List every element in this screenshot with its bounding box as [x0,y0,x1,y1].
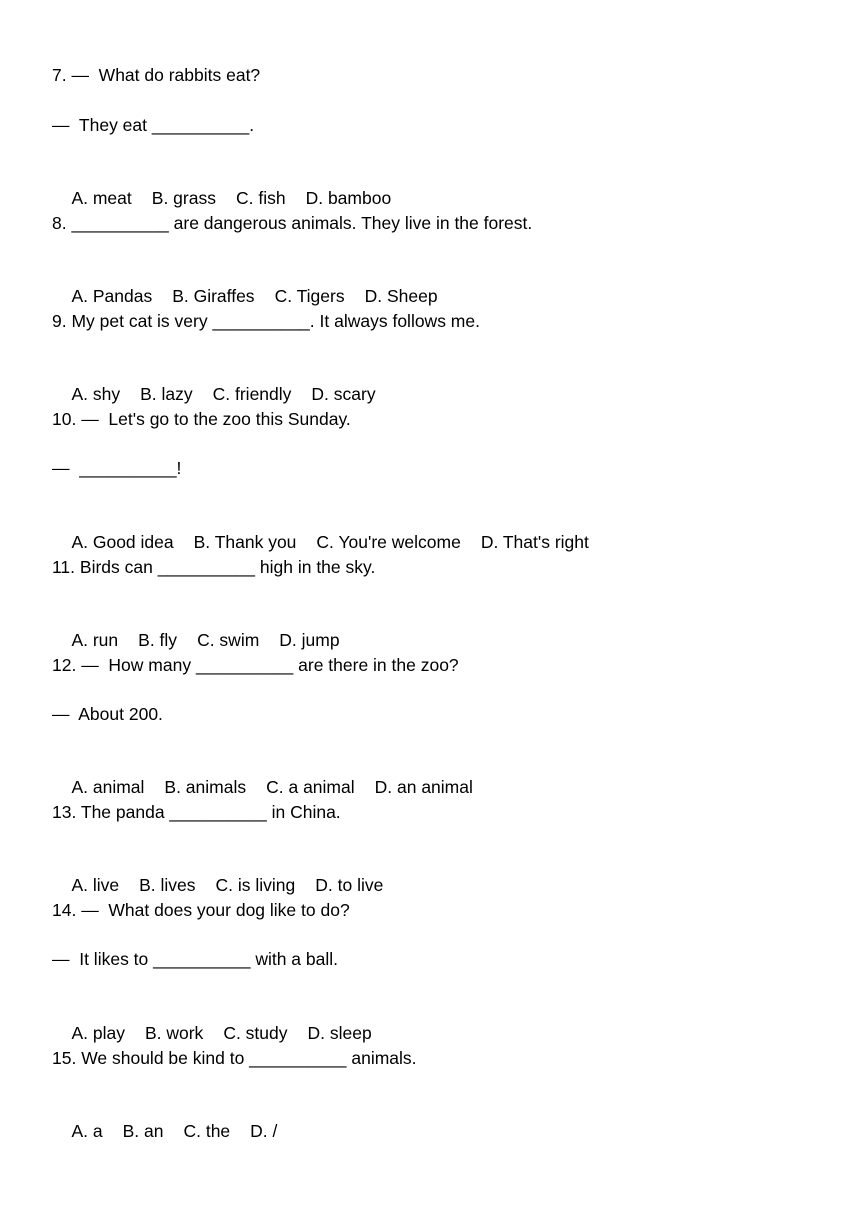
option-c: C. a animal [266,777,355,797]
option-d: D. to live [315,875,384,895]
option-c: C. Tigers [274,286,345,306]
option-a: A. Good idea [71,532,174,552]
option-b: B. work [144,1023,204,1043]
question-10-prompt: 10. — Let's go to the zoo this Sunday. [52,409,351,429]
option-d: D. That's right [480,532,589,552]
option-c: C. study [223,1023,288,1043]
option-a: A. animal [71,777,145,797]
option-a: A. run [71,630,119,650]
question-7-response: — They eat __________. [52,115,255,135]
option-d: D. bamboo [305,188,392,208]
question-15-options [52,1095,277,1167]
question-10-response: — __________! [52,458,182,478]
option-c: C. friendly [212,384,292,404]
question-12-prompt: 12. — How many __________ are there in the zoo? [52,655,459,675]
option-d: D. jump [279,630,340,650]
question-9-prompt: 9. My pet cat is very __________. It always follows me. [52,311,480,331]
option-a: A. a [71,1121,103,1141]
question-14-prompt: 14. — What does your dog like to do? [52,900,350,920]
option-d: D. Sheep [364,286,438,306]
question-14-response: — It likes to __________ with a ball. [52,949,339,969]
option-c: C. is living [215,875,296,895]
option-b: B. fly [138,630,178,650]
option-b: B. Thank you [193,532,297,552]
question-13-prompt: 13. The panda __________ in China. [52,802,341,822]
question-8-prompt: 8. __________ are dangerous animals. They live in the forest. [52,213,533,233]
option-b: B. Giraffes [172,286,255,306]
option-c: C. the [183,1121,231,1141]
option-c: C. You're welcome [316,532,461,552]
option-b: B. lazy [140,384,193,404]
option-b: B. grass [151,188,216,208]
question-12-response: — About 200. [52,704,163,724]
option-a: A. shy [71,384,121,404]
option-b: B. lives [139,875,196,895]
option-a: A. live [71,875,120,895]
question-7-prompt: 7. — What do rabbits eat? [52,65,261,85]
option-a: A. meat [71,188,132,208]
option-c: C. fish [235,188,286,208]
option-d: D. scary [311,384,376,404]
option-d: D. / [250,1121,278,1141]
option-c: C. swim [197,630,260,650]
option-b: B. an [122,1121,164,1141]
question-15-prompt: 15. We should be kind to __________ animals. [52,1048,417,1068]
option-d: D. sleep [307,1023,372,1043]
option-b: B. animals [164,777,247,797]
option-a: A. Pandas [71,286,153,306]
option-a: A. play [71,1023,125,1043]
option-d: D. an animal [374,777,473,797]
question-11-prompt: 11. Birds can __________ high in the sky. [52,557,376,577]
